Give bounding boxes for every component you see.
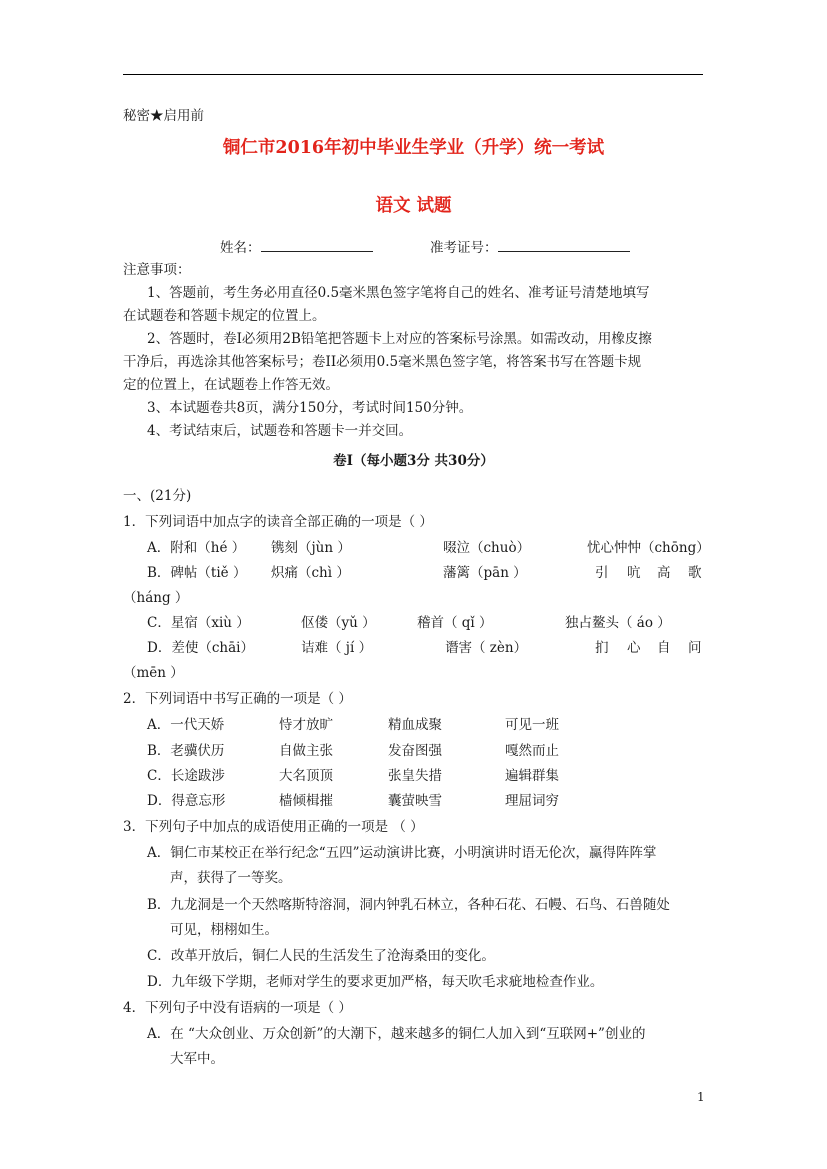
id-label: 准考证号：: [430, 240, 498, 256]
notice-line: 在试题卷和答题卡规定的位置上。: [123, 308, 326, 324]
q4-option-a-cont: 大军中。: [170, 1051, 224, 1067]
q3-option-a-cont: 声，获得了一等奖。: [170, 870, 292, 886]
q2-option: A．一代天娇: [147, 717, 225, 733]
q1-option-c: C．星宿（xiù ）: [147, 615, 250, 631]
q2-option: 大名顶顶: [279, 768, 333, 784]
q3-option-b: B．九龙洞是一个天然喀斯特溶洞，洞内钟乳石林立，各种石花、石幔、石鸟、石兽随处: [147, 897, 670, 913]
notice-line: 干净后，再选涂其他答案标号；卷II必须用0.5毫米黑色签字笔，将答案书写在答题卡规: [123, 354, 642, 370]
q2-option: 樯倾楫摧: [279, 793, 333, 809]
notice-line: 1、答题前，考生务必用直径0.5毫米黑色签字笔将自己的姓名、准考证号清楚地填写: [147, 285, 650, 301]
q2-option: 恃才放旷: [279, 717, 333, 733]
q1-option-b-cont: （háng ）: [123, 590, 189, 606]
q1-option-d: 自: [657, 640, 671, 656]
q1-option-d: D．差使（chāi）: [147, 640, 254, 656]
question-3-stem: 3．下列句子中加点的成语使用正确的一项是 （ ）: [123, 819, 424, 835]
q2-option: 自做主张: [279, 743, 333, 759]
q1-option-c: 伛偻（yǔ ）: [301, 615, 376, 631]
question-2-stem: 2．下列词语中书写正确的一项是（ ）: [123, 691, 352, 707]
q3-option-a: A．铜仁市某校正在举行纪念“五四”运动演讲比赛，小明演讲时语无伦次，赢得阵阵掌: [147, 845, 657, 861]
notice-line: 3、本试题卷共8页，满分150分，考试时间150分钟。: [147, 400, 473, 416]
page-number: 1: [697, 1090, 705, 1104]
q3-option-c: C．改革开放后，铜仁人民的生活发生了沧海桑田的变化。: [147, 948, 495, 964]
q1-option-c: 独占鳌头（ áo ）: [565, 615, 671, 631]
q1-option-b: 歌: [688, 565, 702, 581]
q3-option-d: D．九年级下学期，老师对学生的要求更加严格，每天吹毛求疵地检查作业。: [147, 974, 604, 990]
part-heading: 一、(21分): [123, 488, 192, 504]
q1-option-a: 忧心忡忡（chōng）: [587, 540, 710, 556]
name-field: [220, 236, 373, 256]
q1-option-d: 心: [627, 640, 641, 656]
question-1-stem: 1．下列词语中加点字的读音全部正确的一项是（ ）: [123, 514, 433, 530]
q1-option-d: 问: [688, 640, 702, 656]
id-field: [430, 236, 630, 256]
q3-option-b-cont: 可见，栩栩如生。: [170, 922, 278, 938]
notice-line: 定的位置上，在试题卷上作答无效。: [123, 377, 339, 393]
q2-option: 遍辑群集: [505, 768, 559, 784]
q2-option: 嘎然而止: [505, 743, 559, 759]
q2-option: 张皇失措: [388, 768, 442, 784]
q1-option-a: A．附和（hé ）: [147, 540, 246, 556]
notice-line: 2、答题时，卷I必须用2B铅笔把答题卡上对应的答案标号涂黑。如需改动，用橡皮擦: [147, 331, 652, 347]
notice-heading: 注意事项：: [123, 262, 191, 278]
q1-option-c: 稽首（ qǐ ）: [417, 615, 493, 631]
notice-line: 4、考试结束后，试题卷和答题卡一并交回。: [147, 423, 413, 439]
q4-option-a: A．在 “大众创业、万众创新”的大潮下，越来越多的铜仁人加入到“互联网+”创业的: [147, 1026, 646, 1042]
q2-option: C．长途跋涉: [147, 768, 225, 784]
q1-option-b: B．碑帖（tiě ）: [147, 565, 247, 581]
exam-title: 铜仁市2016年初中毕业生学业（升学）统一考试: [222, 138, 605, 158]
q1-option-d: 谮害（ zèn）: [445, 640, 528, 656]
q1-option-a: 镌刻（jùn ）: [271, 540, 351, 556]
q2-option: B．老骥伏历: [147, 743, 225, 759]
q1-option-b: 引: [595, 565, 609, 581]
secret-label: 秘密★启用前: [123, 108, 204, 124]
q2-option: 可见一班: [505, 717, 559, 733]
q1-option-d: 诘难（ jí ）: [301, 640, 373, 656]
q1-option-d-cont: （mēn ）: [123, 665, 184, 681]
q2-option: 发奋图强: [388, 743, 442, 759]
q2-option: D．得意忘形: [147, 793, 226, 809]
id-blank: [498, 250, 630, 252]
q1-option-b: 炽痛（chì ）: [271, 565, 350, 581]
q2-option: 囊萤映雪: [388, 793, 442, 809]
q2-option: 精血成聚: [388, 717, 442, 733]
q1-option-d: 扪: [595, 640, 609, 656]
q1-option-b: 吭: [627, 565, 641, 581]
q1-option-a: 啜泣（chuò）: [443, 540, 531, 556]
name-blank: [261, 250, 373, 252]
name-label: 姓名：: [220, 240, 261, 256]
header-rule: [123, 74, 703, 75]
question-4-stem: 4．下列句子中没有语病的一项是（ ）: [123, 1000, 352, 1016]
q1-option-b: 藩篱（pān ）: [443, 565, 527, 581]
exam-subtitle: 语文 试题: [375, 196, 452, 216]
section-title: 卷I（每小题3分 共30分）: [333, 453, 494, 469]
q2-option: 理屈词穷: [505, 793, 559, 809]
q1-option-b: 高: [657, 565, 671, 581]
